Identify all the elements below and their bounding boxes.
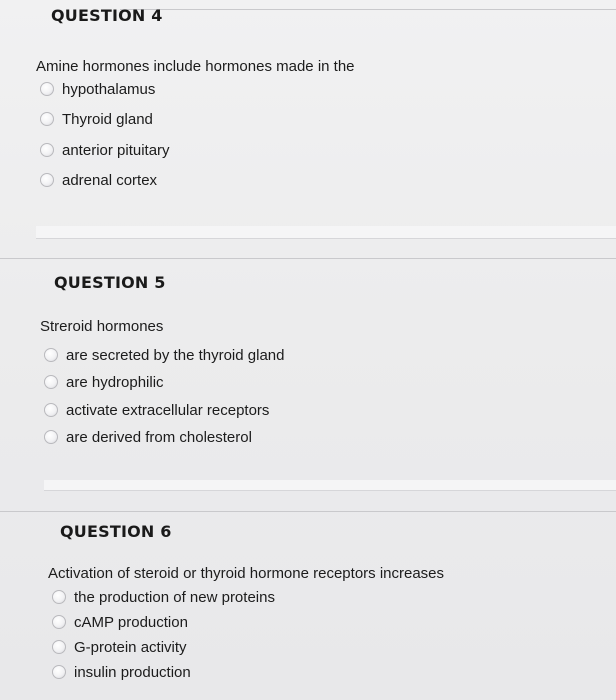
question-6-option-4[interactable] (52, 661, 191, 683)
radio-button[interactable] (52, 665, 66, 679)
option-label: activate extracellular receptors (66, 401, 270, 419)
radio-button[interactable] (44, 403, 58, 417)
divider (36, 238, 616, 239)
option-label: the production of new proteins (74, 588, 275, 606)
radio-button[interactable] (44, 348, 58, 362)
question-4-prompt: Amine hormones include hormones made in the (36, 58, 355, 75)
radio-button[interactable] (52, 615, 66, 629)
answer-area-bar (44, 480, 616, 490)
radio-button[interactable] (52, 640, 66, 654)
radio-button[interactable] (40, 143, 54, 157)
option-label: are hydrophilic (66, 373, 164, 391)
question-5-option-2[interactable] (44, 371, 164, 393)
question-5-prompt: Streroid hormones (40, 318, 164, 335)
option-label: are derived from cholesterol (66, 428, 252, 446)
answer-area-bar (36, 226, 616, 238)
question-5-option-1[interactable] (44, 344, 284, 366)
divider (0, 258, 616, 259)
radio-button[interactable] (40, 112, 54, 126)
radio-button[interactable] (40, 82, 54, 96)
radio-button[interactable] (40, 173, 54, 187)
top-divider (120, 9, 616, 10)
option-label: adrenal cortex (62, 171, 158, 189)
option-label: are secreted by the thyroid gland (66, 346, 285, 364)
option-label: anterior pituitary (62, 141, 170, 159)
option-label: cAMP production (74, 613, 188, 631)
divider (44, 490, 616, 491)
question-4-title: QUESTION 4 (51, 6, 163, 25)
question-6-option-2[interactable] (52, 611, 188, 633)
radio-button[interactable] (44, 430, 58, 444)
option-label: Thyroid gland (62, 110, 153, 128)
question-5-option-3[interactable] (44, 399, 269, 421)
question-6-prompt: Activation of steroid or thyroid hormone receptors increases (48, 565, 445, 582)
question-6-title: QUESTION 6 (60, 522, 172, 541)
option-label: hypothalamus (62, 80, 156, 98)
radio-button[interactable] (44, 375, 58, 389)
question-5-title: QUESTION 5 (54, 273, 166, 292)
divider (0, 511, 616, 512)
radio-button[interactable] (52, 590, 66, 604)
option-label: insulin production (74, 663, 191, 681)
question-6-option-3[interactable] (52, 636, 187, 658)
question-6-option-1[interactable] (52, 586, 275, 608)
question-4-option-3[interactable] (40, 139, 170, 161)
question-4-option-2[interactable] (40, 108, 153, 130)
question-4-option-1[interactable] (40, 78, 155, 100)
option-label: G-protein activity (74, 638, 187, 656)
question-4-option-4[interactable] (40, 169, 157, 191)
question-5-option-4[interactable] (44, 426, 252, 448)
